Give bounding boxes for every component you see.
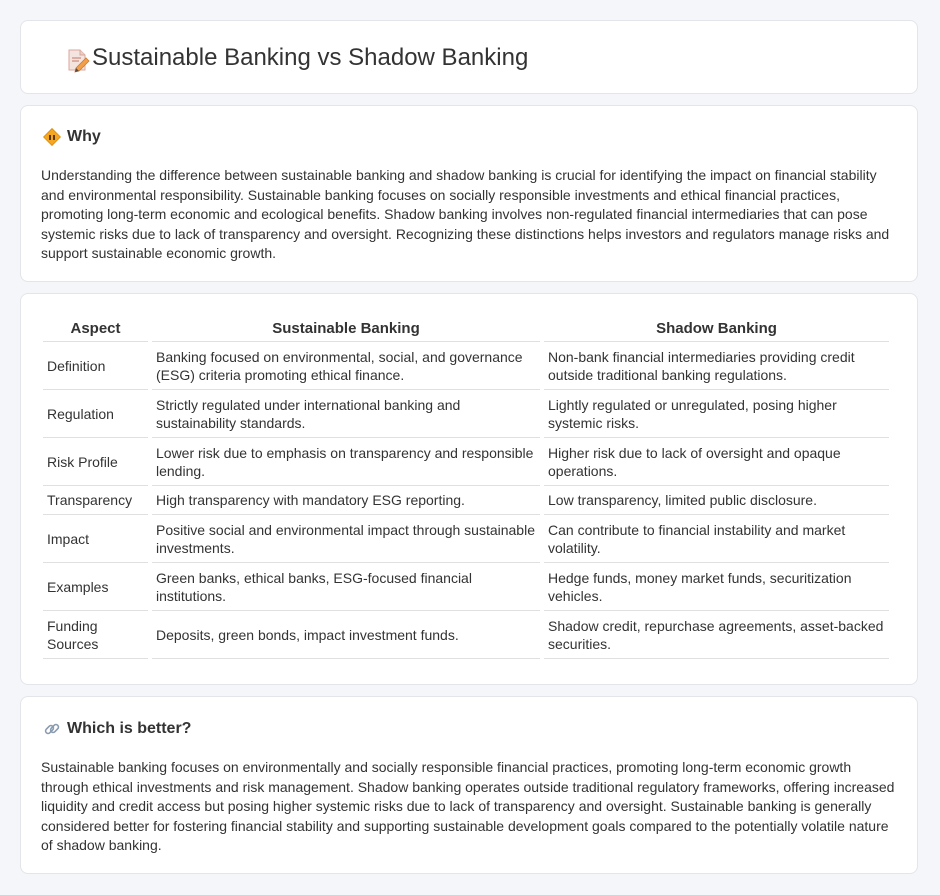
table-row: [43, 342, 889, 390]
document-pencil-icon: [65, 47, 91, 73]
which-title: Which is better?: [67, 720, 192, 737]
shadow-cell: Can contribute to financial instability and market volatility.: [544, 515, 889, 563]
table-row: [43, 390, 889, 438]
link-icon: [43, 720, 61, 738]
which-text: Sustainable banking focuses on environmentally and socially responsible financial practices, promoting long-term economic growth through ethical investments and risk management. Shadow banking operates outside traditional regulatory frameworks, offering increased liquidity and credit access but posing higher systemic risks due to lack of transparency and oversight. Sustainable banking is generally considered better for fostering financial stability and supporting sustainable development goals compared to the potentially volatile nature of shadow banking.: [41, 759, 895, 854]
sustainable-cell: Positive social and environmental impact through sustainable investments.: [152, 515, 540, 563]
aspect-cell: Transparency: [43, 486, 148, 515]
why-text: Understanding the difference between sustainable banking and shadow banking is crucial for identifying the impact on financial stability and environmental responsibility. Sustainable banking focuses on socially responsible investments and ethical financial practices, promoting long-term economic and ecological benefits. Shadow banking involves non-regulated financial intermediaries that can pose systemic risks due to lack of transparency and oversight. Recognizing these distinctions helps investors and regulators manage risks and support sustainable economic growth.: [41, 167, 890, 262]
aspect-cell: Risk Profile: [43, 438, 148, 486]
diamond-sign-icon: [43, 128, 61, 146]
table-row: [43, 438, 889, 486]
sustainable-cell: High transparency with mandatory ESG reporting.: [152, 486, 540, 515]
column-header-aspect: Aspect: [43, 314, 148, 342]
sustainable-cell: Green banks, ethical banks, ESG-focused financial institutions.: [152, 563, 540, 611]
shadow-cell: Non-bank financial intermediaries providing credit outside traditional banking regulations.: [544, 342, 889, 390]
column-header-shadow: Shadow Banking: [544, 314, 889, 342]
why-title: Why: [67, 128, 101, 145]
table-row: [43, 515, 889, 563]
table-row: [43, 486, 889, 515]
shadow-cell: Hedge funds, money market funds, securitization vehicles.: [544, 563, 889, 611]
table-row: [43, 563, 889, 611]
comparison-table: [39, 314, 893, 659]
why-heading: [43, 128, 101, 146]
shadow-cell: Higher risk due to lack of oversight and opaque operations.: [544, 438, 889, 486]
aspect-cell: Examples: [43, 563, 148, 611]
which-card: [20, 696, 918, 874]
column-header-sustainable: Sustainable Banking: [152, 314, 540, 342]
aspect-cell: Definition: [43, 342, 148, 390]
which-heading: [43, 720, 191, 738]
aspect-cell: Impact: [43, 515, 148, 563]
table-row: [43, 611, 889, 659]
aspect-cell: Funding Sources: [43, 611, 148, 659]
sustainable-cell: Strictly regulated under international banking and sustainability standards.: [152, 390, 540, 438]
sustainable-cell: Lower risk due to emphasis on transparency and responsible lending.: [152, 438, 540, 486]
page-title: Sustainable Banking vs Shadow Banking: [92, 44, 529, 71]
shadow-cell: Lightly regulated or unregulated, posing higher systemic risks.: [544, 390, 889, 438]
header-card: [20, 20, 918, 94]
sustainable-cell: Deposits, green bonds, impact investment funds.: [152, 611, 540, 659]
sustainable-cell: Banking focused on environmental, social, and governance (ESG) criteria promoting ethical finance.: [152, 342, 540, 390]
aspect-cell: Regulation: [43, 390, 148, 438]
comparison-table-card: [20, 293, 918, 685]
why-card: [20, 105, 918, 282]
shadow-cell: Shadow credit, repurchase agreements, asset-backed securities.: [544, 611, 889, 659]
table-header-row: [43, 314, 889, 342]
shadow-cell: Low transparency, limited public disclosure.: [544, 486, 889, 515]
